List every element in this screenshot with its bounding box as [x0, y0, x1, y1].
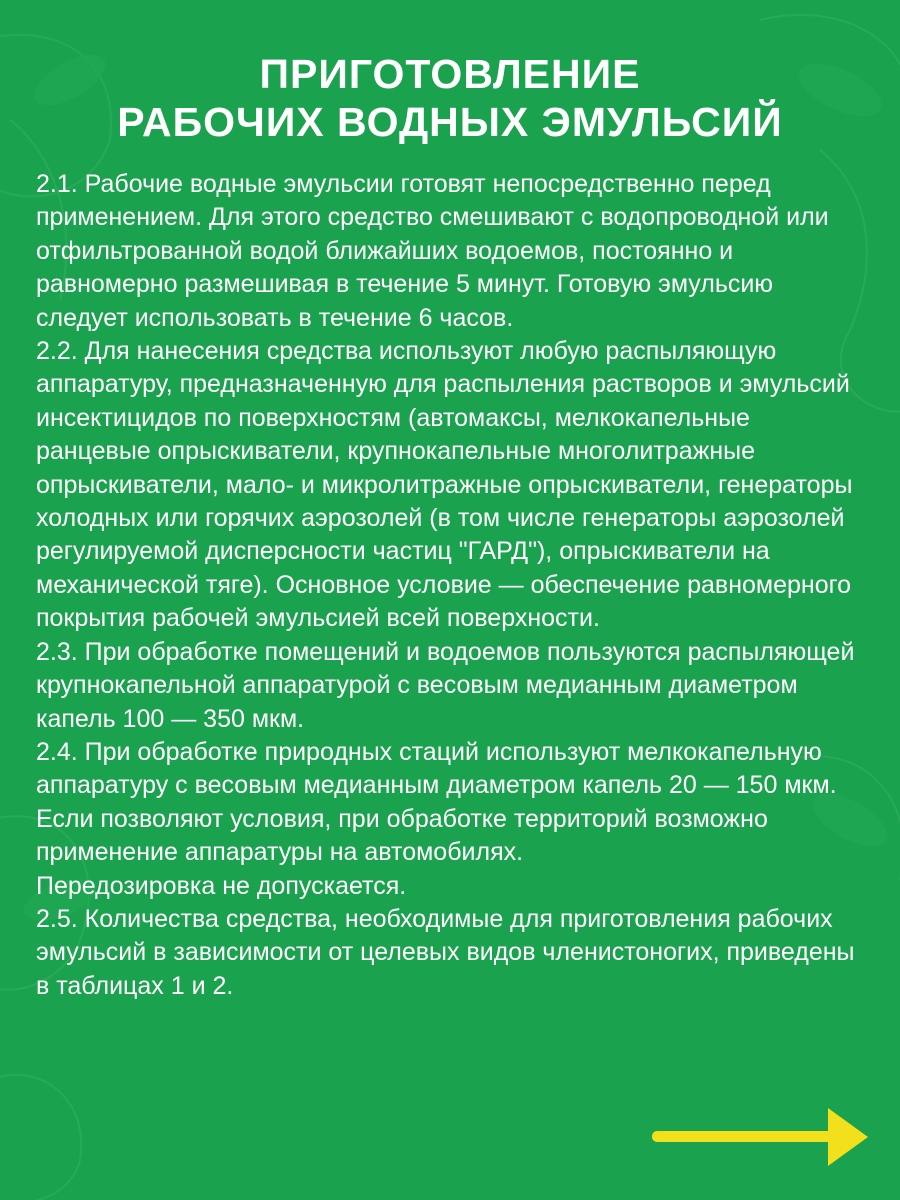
- title-line-2: РАБОЧИХ ВОДНЫХ ЭМУЛЬСИЙ: [117, 99, 783, 145]
- page-title: [0, 50, 900, 146]
- instructions-body: [36, 168, 871, 1003]
- title-line-1: ПРИГОТОВЛЕНИЕ: [259, 51, 641, 97]
- paragraph-2-2: 2.2. Для нанесения средства используют любую распыляющую аппаратуру, предназначенную для распыления растворов и эмульсий инсектицидов по поверхностям (автомаксы, мелкокапельные ранцевые опрыскиватели, крупнокапельные многолитражные опрыскиватели, мало- и микролитражные опрыскиватели, генераторы холодных или горячих аэрозолей (в том числе генераторы аэрозолей регулируемой дисперсности частиц "ГАРД"), опрыскиватели на механической тяге). Основное условие — обеспечение равномерного покрытия рабочей эмульсией всей поверхности.: [36, 337, 853, 633]
- paragraph-2-3: 2.3. При обработке помещений и водоемов пользуются распыляющей крупнокапельной аппаратурой с весовым медианным диаметром капель 100 — 350 мкм.: [36, 637, 855, 733]
- overdose-note: Передозировка не допускается.: [36, 871, 407, 900]
- paragraph-2-4: 2.4. При обработке природных стаций используют мелкокапельную аппаратуру с весовым медианным диаметром капель 20 — 150 мкм. Если позволяют условия, при обработке территорий возможно применение аппаратуры на автомобилях.: [36, 737, 837, 867]
- arrow-right-icon[interactable]: [652, 1108, 868, 1166]
- paragraph-2-5: 2.5. Количества средства, необходимые для приготовления рабочих эмульсий в зависимости от целевых видов членистоногих, приведены в таблицах 1 и 2.: [36, 904, 855, 1000]
- paragraph-2-1: 2.1. Рабочие водные эмульсии готовят непосредственно перед применением. Для этого средство смешивают с водопроводной или отфильтрованной водой ближайших водоемов, постоянно и равномерно размешивая в течение 5 минут. Готовую эмульсию следует использовать в течение 6 часов.: [36, 170, 829, 332]
